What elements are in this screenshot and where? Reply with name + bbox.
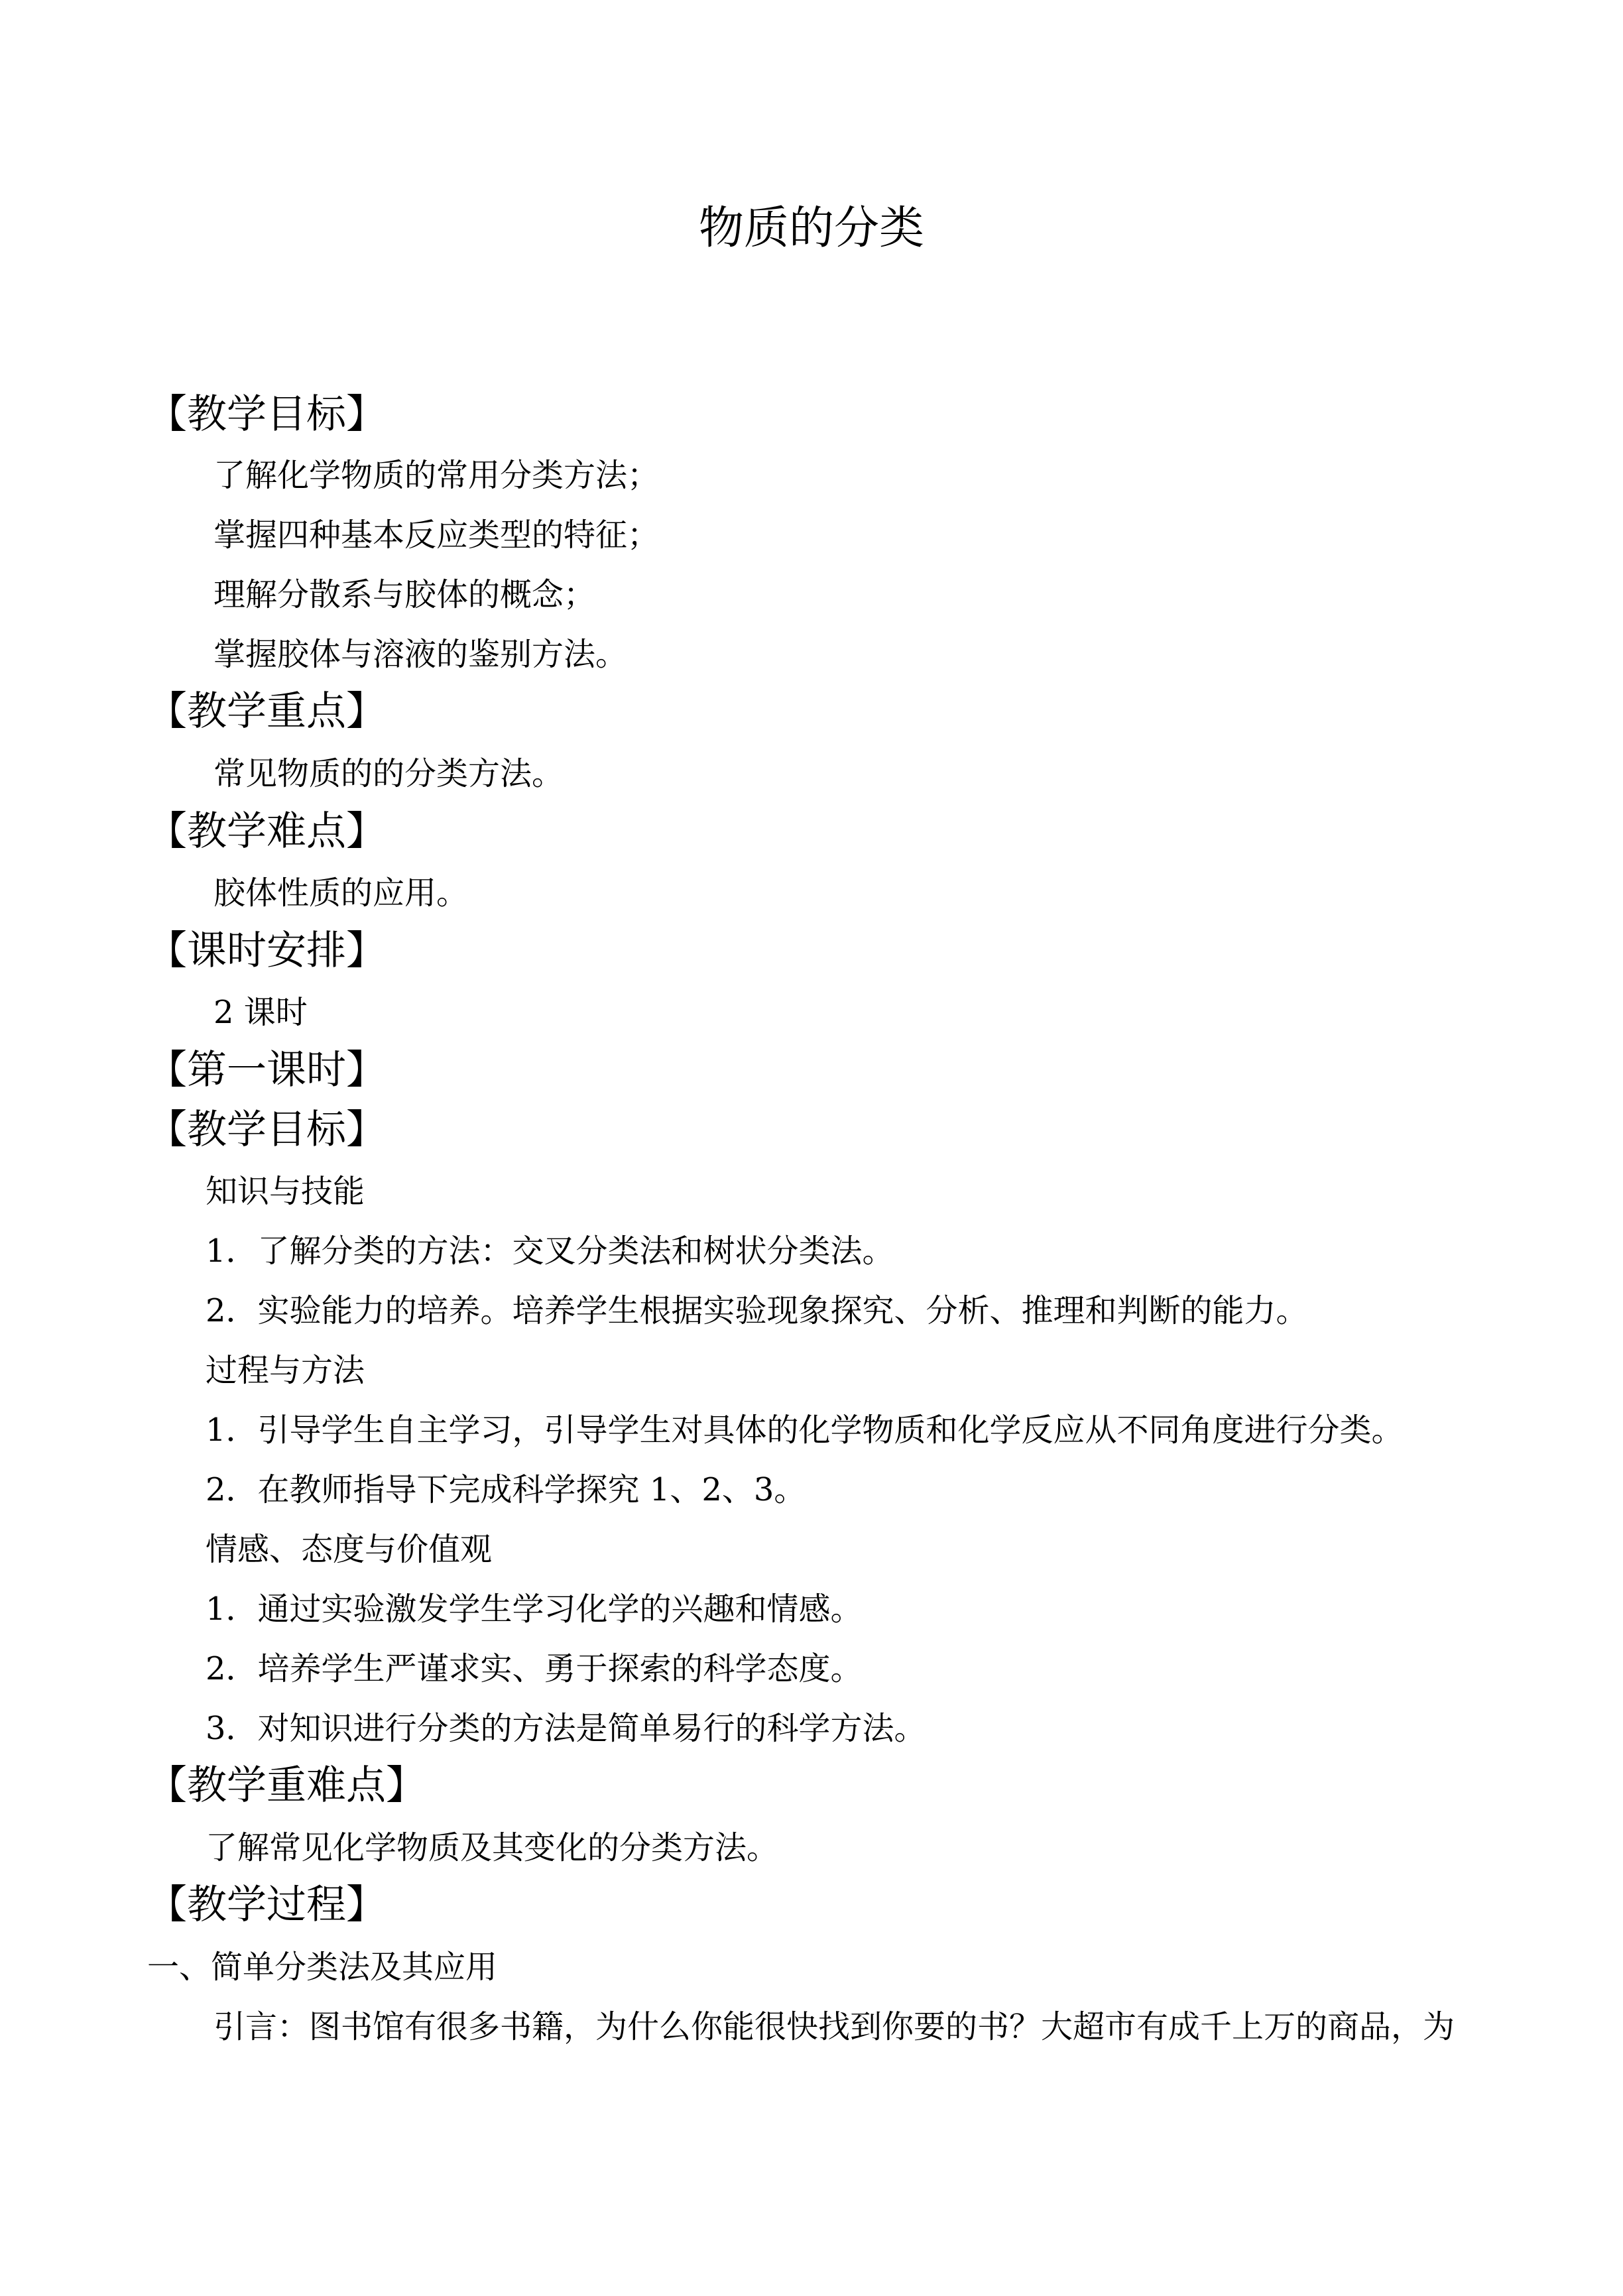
section-heading-lesson-objectives: 【教学目标】 (147, 1107, 386, 1153)
document-title: 物质的分类 (698, 202, 924, 255)
subheading-knowledge-skills: 知识与技能 (206, 1173, 365, 1210)
subheading-attitudes-values: 情感、态度与价值观 (206, 1531, 493, 1568)
objective-line: 理解分散系与胶体的概念； (213, 576, 596, 613)
section-heading-objectives: 【教学目标】 (147, 391, 386, 438)
list-item: 1．通过实验激发学生学习化学的兴趣和情感。 (206, 1591, 863, 1628)
objective-line: 了解化学物质的常用分类方法； (213, 457, 660, 494)
subheading-process-methods: 过程与方法 (206, 1352, 365, 1389)
list-item: 3．对知识进行分类的方法是简单易行的科学方法。 (206, 1710, 926, 1747)
difficulty-line: 胶体性质的应用。 (213, 875, 469, 912)
subsection-heading: 一、简单分类法及其应用 (147, 1949, 498, 1986)
paragraph-line: 引言：图书馆有很多书籍，为什么你能很快找到你要的书？大超市有成千上万的商品，为 (213, 2008, 1455, 2045)
section-heading-key-difficulties: 【教学重难点】 (147, 1762, 426, 1809)
list-item: 2．在教师指导下完成科学探究 1、2、3。 (206, 1471, 806, 1508)
objective-line: 掌握胶体与溶液的鉴别方法。 (213, 636, 628, 673)
list-item: 1．了解分类的方法：交叉分类法和树状分类法。 (206, 1233, 894, 1270)
key-difficulty-line: 了解常见化学物质及其变化的分类方法。 (206, 1829, 779, 1866)
key-point-line: 常见物质的的分类方法。 (213, 755, 564, 792)
section-heading-process: 【教学过程】 (147, 1882, 386, 1928)
section-heading-key-points: 【教学重点】 (147, 688, 386, 735)
list-item: 1．引导学生自主学习，引导学生对具体的化学物质和化学反应从不同角度进行分类。 (206, 1412, 1404, 1449)
list-item: 2．实验能力的培养。培养学生根据实验现象探究、分析、推理和判断的能力。 (206, 1292, 1308, 1329)
section-heading-first-lesson: 【第一课时】 (147, 1047, 386, 1093)
list-item: 2．培养学生严谨求实、勇于探索的科学态度。 (206, 1650, 863, 1687)
schedule-line: 2 课时 (213, 994, 308, 1031)
section-heading-difficulties: 【教学难点】 (147, 808, 386, 855)
objective-line: 掌握四种基本反应类型的特征； (213, 516, 660, 554)
section-heading-schedule: 【课时安排】 (147, 928, 386, 974)
